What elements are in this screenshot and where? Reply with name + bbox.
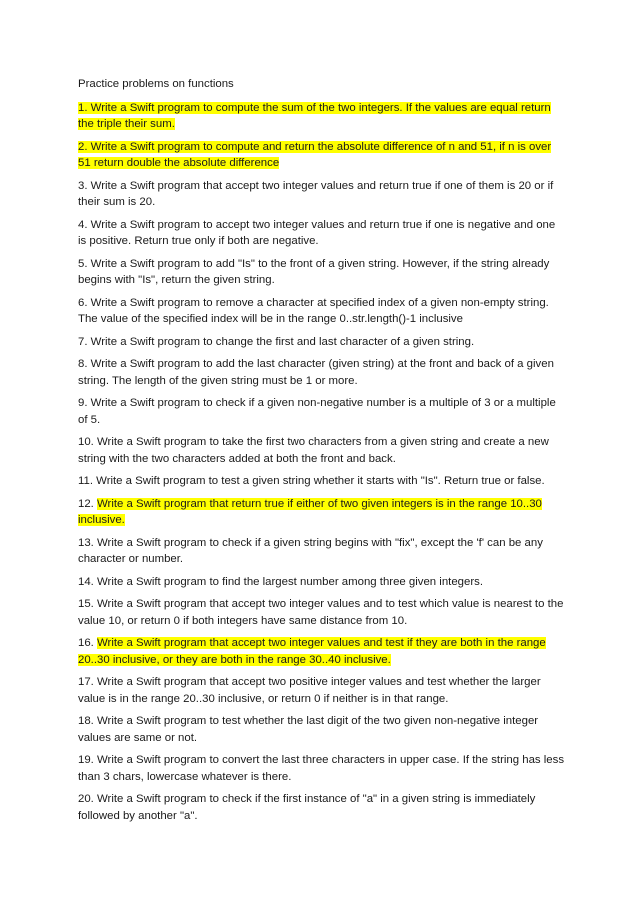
problem-item-5 <box>78 256 564 289</box>
problem-item-1 <box>78 100 564 133</box>
problem-text: 20. Write a Swift program to check if the first instance of "a" in a given string is immediately followed by another "a". <box>78 793 536 822</box>
problem-item-20 <box>78 791 564 824</box>
problem-text: 1. Write a Swift program to compute the sum of the two integers. If the values are equal return the triple their sum. <box>78 101 551 130</box>
problem-text: 9. Write a Swift program to check if a given non-negative number is a multiple of 3 or a multiple of 5. <box>78 397 556 426</box>
problem-item-16 <box>78 635 564 668</box>
problem-item-2 <box>78 139 564 172</box>
problem-item-14 <box>78 574 564 591</box>
problem-text: 6. Write a Swift program to remove a character at specified index of a given non-empty string. The value of the specified index will be in the range 0..str.length()-1 inclusive <box>78 296 549 325</box>
problem-text: 5. Write a Swift program to add "Is" to the front of a given string. However, if the string already begins with "Is", return the given string. <box>78 257 550 286</box>
document-title: Practice problems on functions <box>78 78 234 90</box>
problem-item-9 <box>78 395 564 428</box>
problem-item-3 <box>78 178 564 211</box>
problem-item-10 <box>78 434 564 467</box>
problem-list <box>78 100 564 825</box>
problem-text: 8. Write a Swift program to add the last character (given string) at the front and back of a given string. The length of the given string must be 1 or more. <box>78 358 554 387</box>
problem-text: 4. Write a Swift program to accept two integer values and return true if one is negative and one is positive. Return true only if both are negative. <box>78 218 556 247</box>
document-page <box>78 76 564 830</box>
problem-text: 10. Write a Swift program to take the first two characters from a given string and create a new string with the two characters added at both the front and back. <box>78 436 549 465</box>
problem-item-13 <box>78 535 564 568</box>
problem-number: 12. <box>78 497 97 510</box>
problem-item-4 <box>78 217 564 250</box>
problem-item-15 <box>78 596 564 629</box>
problem-item-8 <box>78 356 564 389</box>
problem-item-12 <box>78 496 564 529</box>
problem-text: Write a Swift program that return true if either of two given integers is in the range 10..30 inclusive. <box>78 497 542 526</box>
problem-text: 18. Write a Swift program to test whether the last digit of the two given non-negative integer values are same or not. <box>78 715 539 744</box>
problem-item-7 <box>78 334 564 351</box>
problem-text: Write a Swift program that accept two integer values and test if they are both in the range 20..30 inclusive, or they are both in the range 30..40 inclusive. <box>78 637 546 666</box>
problem-text: 11. Write a Swift program to test a given string whether it starts with "Is". Return true or false. <box>78 475 545 487</box>
problem-item-18 <box>78 713 564 746</box>
problem-item-11 <box>78 473 564 490</box>
problem-text: 17. Write a Swift program that accept two positive integer values and test whether the larger value is in the range 20..30 inclusive, or return 0 if neither is in that range. <box>78 676 541 705</box>
problem-item-6 <box>78 295 564 328</box>
problem-text: 13. Write a Swift program to check if a given string begins with "fix", except the 'f' can be any character or number. <box>78 536 543 565</box>
problem-text: 14. Write a Swift program to find the largest number among three given integers. <box>78 575 483 588</box>
problem-number: 16. <box>78 637 97 649</box>
problem-text: 15. Write a Swift program that accept two integer values and to test which value is nearest to the value 10, or return 0 if both integers have same distance from 10. <box>78 598 564 627</box>
problem-item-17 <box>78 674 564 707</box>
problem-text: 19. Write a Swift program to convert the last three characters in upper case. If the string has less than 3 chars, lowercase whatever is there. <box>78 754 565 783</box>
problem-item-19 <box>78 752 564 785</box>
problem-text: 7. Write a Swift program to change the first and last character of a given string. <box>78 335 475 348</box>
problem-text: 3. Write a Swift program that accept two integer values and return true if one of them is 20 or if their sum is 20. <box>78 179 554 208</box>
problem-text: 2. Write a Swift program to compute and return the absolute difference of n and 51, if n is over 51 return double the absolute difference <box>78 140 552 169</box>
